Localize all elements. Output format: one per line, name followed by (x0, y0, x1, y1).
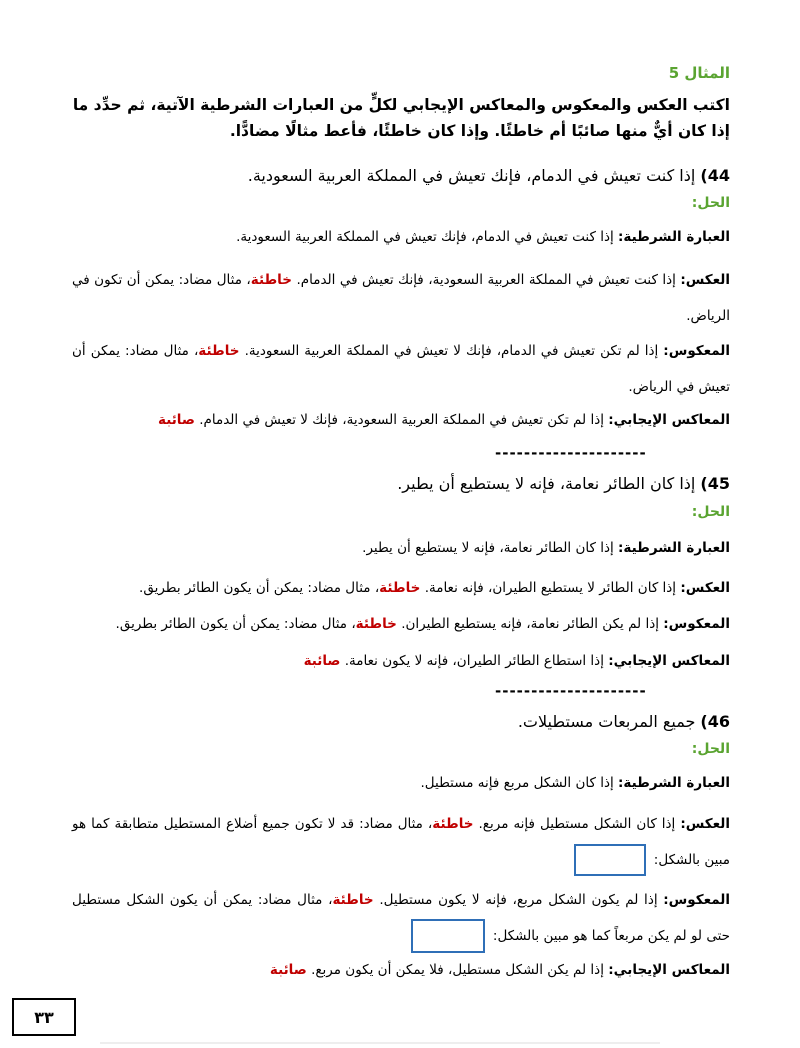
false-verdict: خاطئة (355, 616, 397, 632)
footer-divider (100, 1042, 660, 1044)
page-number: ٣٣ (12, 998, 76, 1036)
counterexample-text: ، مثال مضاد: يمكن أن تعيش في الرياض. (72, 343, 730, 395)
rectangle-figure (574, 844, 646, 876)
solution-label: الحل: (691, 741, 730, 757)
conditional-45 (72, 530, 730, 566)
contrapositive-text: إذا لم يكن الشكل مستطيل، فلا يمكن أن يكون مربع. (311, 962, 604, 978)
contrapositive-label: المعاكس الإيجابي: (608, 962, 730, 978)
converse-label: العكس: (680, 272, 730, 288)
counterexample-text: ، مثال مضاد: يمكن أن يكون الطائر بطريق. (139, 580, 380, 596)
converse-text: إذا كنت تعيش في المملكة العربية السعودية، فإنك تعيش في الدمام. (296, 272, 676, 288)
problem-45 (397, 474, 730, 493)
true-verdict: صائبة (303, 653, 341, 669)
conditional-44 (72, 219, 730, 255)
converse-label: العكس: (680, 580, 730, 596)
contrapositive-46 (72, 952, 730, 988)
counterexample-text: ، مثال مضاد: قد لا تكون جميع أضلاع المستطيل متطابقة كما هو مبين بالشكل: (72, 816, 730, 868)
counterexample-text: ، مثال مضاد: يمكن أن يكون الشكل مستطيل حتى لو لم يكن مربعاً كما هو مبين بالشكل: (72, 892, 730, 944)
converse-44 (72, 262, 730, 334)
false-verdict: خاطئة (198, 343, 240, 359)
contrapositive-text: إذا استطاع الطائر الطيران، فإنه لا يكون نعامة. (344, 653, 604, 669)
contrapositive-label: المعاكس الإيجابي: (608, 412, 730, 428)
contrapositive-45 (72, 643, 730, 679)
counterexample-text: ، مثال مضاد: يمكن أن يكون الطائر بطريق. (115, 616, 356, 632)
solution-label: الحل: (691, 504, 730, 520)
problem-number: 44) (700, 166, 730, 185)
problem-44 (248, 166, 730, 185)
converse-label: العكس: (680, 816, 730, 832)
false-verdict: خاطئة (379, 580, 421, 596)
separator: --------------------- (495, 444, 647, 462)
true-verdict: صائبة (269, 962, 307, 978)
converse-45 (72, 570, 730, 606)
converse-text: إذا كان الشكل مستطيل فإنه مربع. (478, 816, 676, 832)
inverse-44 (72, 333, 730, 405)
contrapositive-44 (72, 402, 730, 438)
inverse-text: إذا لم تكن تعيش في الدمام، فإنك لا تعيش في المملكة العربية السعودية. (244, 343, 659, 359)
problem-statement: إذا كان الطائر نعامة، فإنه لا يستطيع أن يطير. (397, 474, 696, 493)
separator: --------------------- (495, 682, 647, 700)
inverse-45 (72, 606, 730, 642)
solution-label: الحل: (691, 195, 730, 211)
converse-46 (72, 806, 730, 878)
contrapositive-text: إذا لم تكن تعيش في المملكة العربية السعودية، فإنك لا تعيش في الدمام. (199, 412, 604, 428)
inverse-label: المعكوس: (663, 892, 730, 908)
conditional-text: إذا كنت تعيش في الدمام، فإنك تعيش في المملكة العربية السعودية. (236, 229, 614, 245)
instructions: اكتب العكس والمعكوس والمعاكس الإيجابي لكلٍّ من العبارات الشرطية الآتية، ثم حدِّد ما إذا كان أيٌّ منها صائبًا أم خاطئًا. وإذا كان خاطئًا، فأعط مثالًا مضادًّا. (72, 96, 730, 140)
false-verdict: خاطئة (432, 816, 474, 832)
contrapositive-label: المعاكس الإيجابي: (608, 653, 730, 669)
problem-number: 46) (700, 712, 730, 731)
conditional-text: إذا كان الشكل مربع فإنه مستطيل. (420, 775, 614, 791)
conditional-label: العبارة الشرطية: (618, 540, 730, 556)
rectangle-figure (411, 919, 485, 953)
problem-46 (518, 712, 730, 731)
inverse-text: إذا لم يكن الطائر نعامة، فإنه يستطيع الطيران. (401, 616, 659, 632)
inverse-text: إذا لم يكون الشكل مربع، فإنه لا يكون مستطيل. (379, 892, 658, 908)
conditional-label: العبارة الشرطية: (618, 229, 730, 245)
true-verdict: صائبة (158, 412, 195, 428)
inverse-label: المعكوس: (663, 616, 730, 632)
false-verdict: خاطئة (332, 892, 374, 908)
example-title: المثال 5 (668, 64, 730, 82)
problem-statement: إذا كنت تعيش في الدمام، فإنك تعيش في المملكة العربية السعودية. (247, 166, 696, 185)
inverse-46 (72, 882, 730, 954)
problem-statement: جميع المربعات مستطيلات. (517, 712, 696, 731)
converse-text: إذا كان الطائر لا يستطيع الطيران، فإنه نعامة. (424, 580, 677, 596)
problem-number: 45) (700, 474, 730, 493)
counterexample-text: ، مثال مضاد: يمكن أن تكون في الرياض. (72, 272, 730, 324)
conditional-text: إذا كان الطائر نعامة، فإنه لا يستطيع أن يطير. (362, 540, 614, 556)
conditional-46 (72, 765, 730, 801)
conditional-label: العبارة الشرطية: (618, 775, 730, 791)
inverse-label: المعكوس: (663, 343, 731, 359)
false-verdict: خاطئة (250, 272, 292, 288)
